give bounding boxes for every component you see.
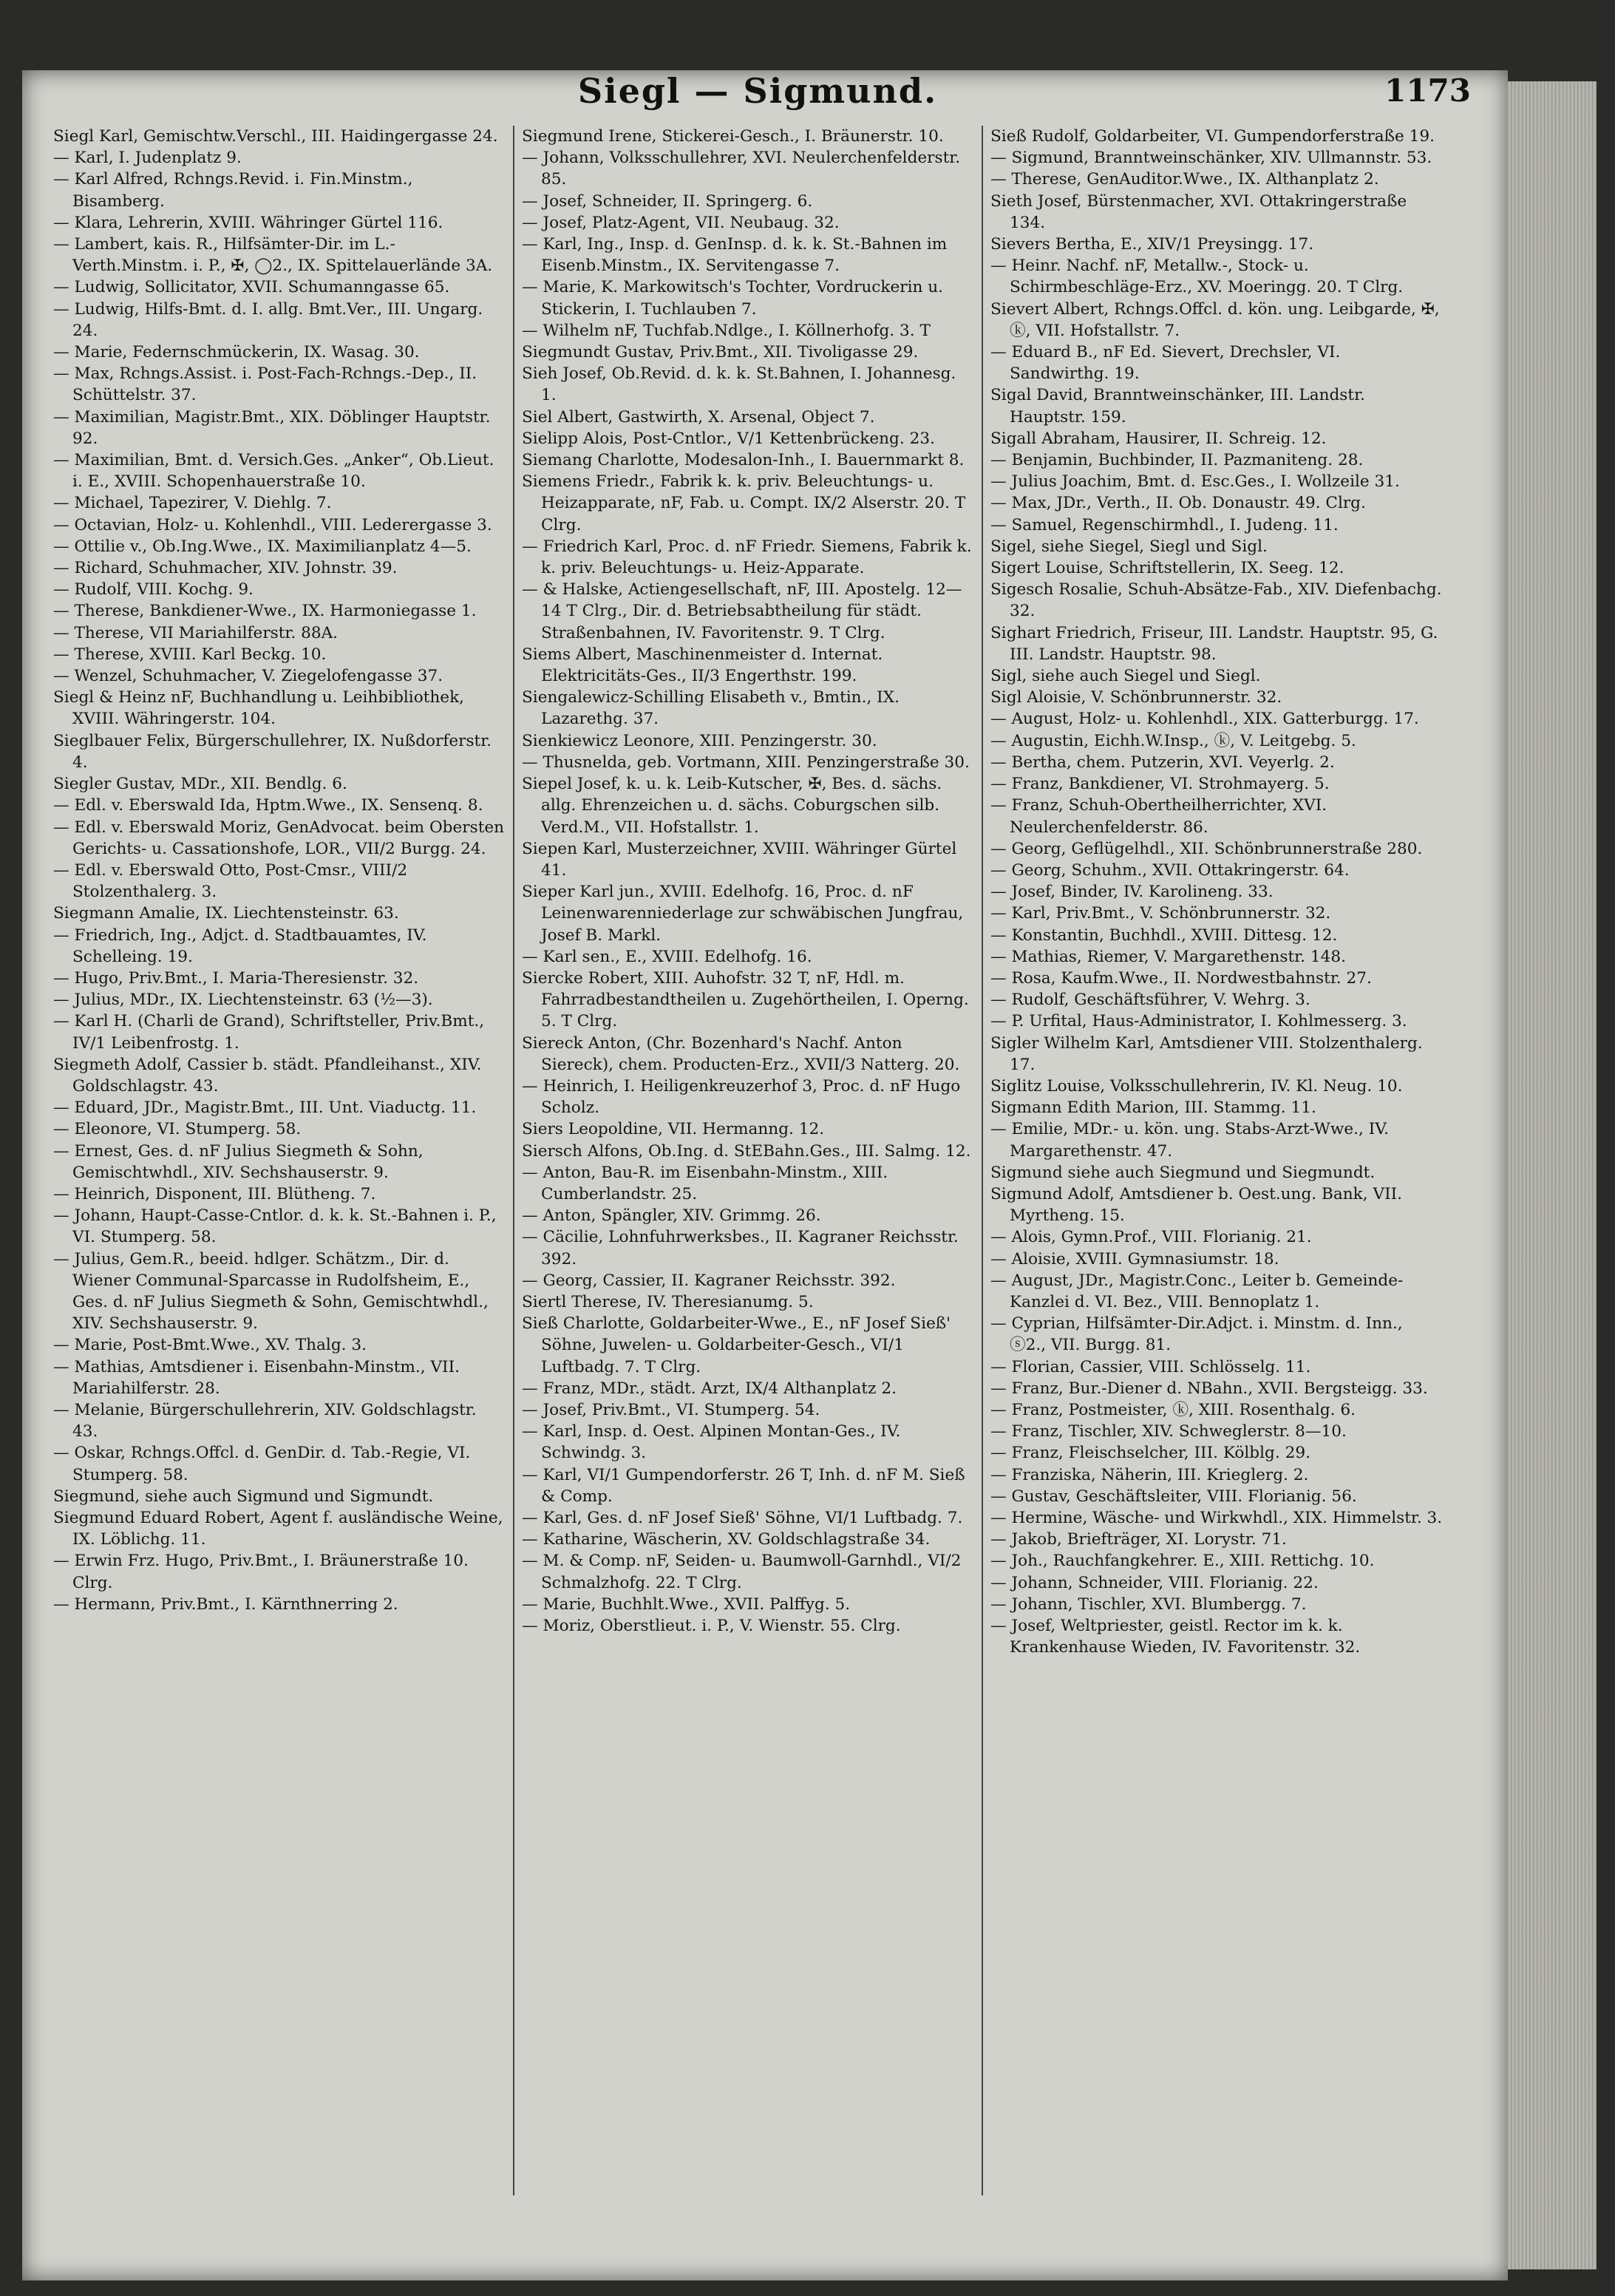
directory-entry: — Anton, Bau-R. im Eisenbahn-Minstm., XIII. Cumberlandstr. 25. <box>522 1163 888 1203</box>
directory-entry: Siereck Anton, (Chr. Bozenhard's Nachf. Anton Siereck), chem. Producten-Erz., XVII/3 Natterg. 20. <box>522 1033 960 1074</box>
directory-entry: Sigel, siehe Siegel, Siegl und Sigl. <box>990 537 1268 556</box>
directory-entry: — Karl, Ges. d. nF Josef Sieß' Söhne, VI/1 Luftbadg. 7. <box>522 1509 963 1527</box>
directory-entry: — Aloisie, XVIII. Gymnasiumstr. 18. <box>990 1249 1279 1268</box>
directory-entry: — Joh., Rauchfangkehrer. E., XIII. Rettichg. 10. <box>990 1552 1375 1571</box>
page-edge <box>1508 81 1597 2269</box>
directory-entry: — Franz, Bankdiener, VI. Strohmayerg. 5. <box>990 775 1330 794</box>
directory-entry: — Max, JDr., Verth., II. Ob. Donaustr. 49. Clrg. <box>990 494 1366 513</box>
directory-entry: — Cyprian, Hilfsämter-Dir.Adjct. i. Minstm. d. Inn., ⓢ2., VII. Burgg. 81. <box>990 1314 1403 1355</box>
directory-entry: — Marie, Federnschmückerin, IX. Wasag. 30. <box>53 343 420 362</box>
directory-entry: Sigmann Edith Marion, III. Stammg. 11. <box>990 1098 1316 1118</box>
directory-entry: — Julius Joachim, Bmt. d. Esc.Ges., I. Wollzeile 31. <box>990 472 1400 492</box>
directory-entry: — Oskar, Rchngs.Offcl. d. GenDir. d. Tab.-Regie, VI. Stumperg. 58. <box>53 1444 471 1484</box>
directory-entry: — Eduard B., nF Ed. Sievert, Drechsler, VI. Sandwirthg. 19. <box>990 343 1341 384</box>
directory-entry: — Heinr. Nachf. nF, Metallw.-, Stock- u. Schirmbeschläge-Erz., XV. Moeringg. 20. T Clrg. <box>990 257 1404 297</box>
directory-entry: — Franz, MDr., städt. Arzt, IX/4 Althanplatz 2. <box>522 1379 897 1398</box>
directory-entry: — Ottilie v., Ob.Ing.Wwe., IX. Maximilianplatz 4—5. <box>53 537 472 556</box>
directory-entry: — Karl, Ing., Insp. d. GenInsp. d. k. k. St.-Bahnen im Eisenb.Minstm., IX. Servitengasse 7. <box>522 235 948 276</box>
directory-entry: — Wenzel, Schuhmacher, V. Ziegelofengasse 37. <box>53 667 443 686</box>
directory-entry: — Karl, Priv.Bmt., V. Schönbrunnerstr. 32. <box>990 904 1331 923</box>
directory-entry: — August, Holz- u. Kohlenhdl., XIX. Gatterburgg. 17. <box>990 710 1419 729</box>
directory-entry: — Karl, I. Judenplatz 9. <box>53 149 242 168</box>
directory-entry: — Franz, Bur.-Diener d. NBahn., XVII. Bergsteigg. 33. <box>990 1379 1428 1398</box>
directory-entry: — Hermann, Priv.Bmt., I. Kärnthnerring 2. <box>53 1594 398 1614</box>
directory-entry: — Florian, Cassier, VIII. Schlösselg. 11. <box>990 1357 1311 1376</box>
directory-entry: — Marie, Post-Bmt.Wwe., XV. Thalg. 3. <box>53 1336 367 1355</box>
directory-entry: — Franz, Tischler, XIV. Schweglerstr. 8—10. <box>990 1422 1347 1441</box>
directory-entry: — Ludwig, Hilfs-Bmt. d. I. allg. Bmt.Ver., III. Ungarg. 24. <box>53 299 483 340</box>
directory-entry: — Julius, Gem.R., beeid. hdlger. Schätzm., Dir. d. Wiener Communal-Sparcasse in Rudolfsheim, E., Ges. d. nF Julius Siegmeth & Sohn, Gemischtwhdl., XIV. Sechshauserstr. 9. <box>53 1249 489 1334</box>
directory-entry: — Georg, Schuhm., XVII. Ottakringerstr. 64. <box>990 860 1350 880</box>
directory-entry: Sigmund Adolf, Amtsdiener b. Oest.ung. Bank, VII. Myrtheng. 15. <box>990 1184 1402 1226</box>
directory-entry: — Benjamin, Buchbinder, II. Pazmaniteng. 28. <box>990 451 1364 470</box>
directory-entry: — Lambert, kais. R., Hilfsämter-Dir. im L.-Verth.Minstm. i. P., ✠, ◯2., IX. Spittelauerlände 3A. <box>53 235 493 276</box>
directory-entry: — Eduard, JDr., Magistr.Bmt., III. Unt. Viaductg. 11. <box>53 1098 477 1118</box>
directory-entry: — Therese, Bankdiener-Wwe., IX. Harmoniegasse 1. <box>53 602 477 621</box>
directory-entry: — Johann, Volksschullehrer, XVI. Neulerchenfelderstr. 85. <box>522 149 961 189</box>
directory-entry: — Erwin Frz. Hugo, Priv.Bmt., I. Bräunerstraße 10. Clrg. <box>53 1552 469 1592</box>
directory-entry: — Katharine, Wäscherin, XV. Goldschlagstraße 34. <box>522 1530 931 1549</box>
directory-entry: — Heinrich, Disponent, III. Blütheng. 7. <box>53 1184 376 1203</box>
directory-entry: Siems Albert, Maschinenmeister d. Internat. Elektricitäts-Ges., II/3 Engerthstr. 199. <box>522 645 883 686</box>
directory-entry: — Karl H. (Charli de Grand), Schriftsteller, Priv.Bmt., IV/1 Leibenfrostg. 1. <box>53 1012 485 1053</box>
column-left <box>46 126 514 2195</box>
column-middle <box>514 126 983 2195</box>
directory-entry: Sievert Albert, Rchngs.Offcl. d. kön. ung. Leibgarde, ✠, ⓚ, VII. Hofstallstr. 7. <box>990 299 1440 340</box>
directory-entry: — Therese, VII Mariahilferstr. 88A. <box>53 623 339 642</box>
directory-entry: — Karl Alfred, Rchngs.Revid. i. Fin.Minstm., Bisamberg. <box>53 170 413 211</box>
directory-entry: — Klara, Lehrerin, XVIII. Währinger Gürtel 116. <box>53 213 443 232</box>
directory-entry: — Hermine, Wäsche- und Wirkwhdl., XIX. Himmelstr. 3. <box>990 1509 1443 1527</box>
directory-columns <box>46 126 1450 2195</box>
directory-entry: — Samuel, Regenschirmhdl., I. Judeng. 11. <box>990 515 1339 534</box>
directory-entry: Siers Leopoldine, VII. Hermanng. 12. <box>522 1120 825 1139</box>
directory-entry: Siegmeth Adolf, Cassier b. städt. Pfandleihanst., XIV. Goldschlagstr. 43. <box>53 1055 482 1096</box>
directory-entry: — Edl. v. Eberswald Ida, Hptm.Wwe., IX. Sensenq. 8. <box>53 796 483 815</box>
directory-entry: — Josef, Binder, IV. Karolineng. 33. <box>990 883 1274 902</box>
directory-entry: Siegler Gustav, MDr., XII. Bendlg. 6. <box>53 775 347 794</box>
directory-entry: Siegmund Irene, Stickerei-Gesch., I. Bräunerstr. 10. <box>522 127 944 146</box>
directory-entry: Sigesch Rosalie, Schuh-Absätze-Fab., XIV. Diefenbachg. 32. <box>990 580 1442 621</box>
directory-entry: — August, JDr., Magistr.Conc., Leiter b. Gemeinde-Kanzlei d. VI. Bez., VIII. Bennoplatz 1. <box>990 1271 1404 1311</box>
directory-entry: Siertl Therese, IV. Theresianumg. 5. <box>522 1292 814 1311</box>
directory-entry: — Marie, Buchhlt.Wwe., XVII. Palffyg. 5. <box>522 1594 851 1614</box>
directory-entry: — Franz, Schuh-Obertheilherrichter, XVI. Neulerchenfelderstr. 86. <box>990 796 1327 837</box>
directory-entry: — Michael, Tapezirer, V. Diehlg. 7. <box>53 494 332 513</box>
directory-entry: — Edl. v. Eberswald Otto, Post-Cmsr., VIII/2 Stolzenthalerg. 3. <box>53 860 408 902</box>
directory-entry: Sieglbauer Felix, Bürgerschullehrer, IX. Nußdorferstr. 4. <box>53 731 492 772</box>
directory-entry: — P. Urfital, Haus-Administrator, I. Kohlmesserg. 3. <box>990 1012 1407 1031</box>
directory-entry: — Eleonore, VI. Stumperg. 58. <box>53 1120 302 1139</box>
directory-entry: Siegmund, siehe auch Sigmund und Sigmundt. <box>53 1487 434 1506</box>
directory-entry: — Johann, Schneider, VIII. Florianig. 22. <box>990 1573 1319 1592</box>
directory-entry: — Octavian, Holz- u. Kohlenhdl., VIII. Lederergasse 3. <box>53 515 492 534</box>
directory-entry: Siepel Josef, k. u. k. Leib-Kutscher, ✠, Bes. d. sächs. allg. Ehrenzeichen u. d. sächs. Coburgschen silb. Verd.M., VII. Hofstallstr. 1. <box>522 775 942 837</box>
directory-entry: — Karl sen., E., XVIII. Edelhofg. 16. <box>522 947 812 966</box>
directory-entry: Siercke Robert, XIII. Auhofstr. 32 T, nF, Hdl. m. Fahrradbestandtheilen u. Zugehörtheilen, I. Operng. 5. T Clrg. <box>522 968 969 1031</box>
directory-entry: — Max, Rchngs.Assist. i. Post-Fach-Rchngs.-Dep., II. Schüttelstr. 37. <box>53 364 477 405</box>
directory-entry: Sienkiewicz Leonore, XIII. Penzingerstr. 30. <box>522 731 877 750</box>
directory-entry: Sigall Abraham, Hausirer, II. Schreig. 12. <box>990 429 1327 448</box>
directory-entry: — Wilhelm nF, Tuchfab.Ndlge., I. Köllnerhofg. 3. T <box>522 321 931 340</box>
directory-entry: — Josef, Priv.Bmt., VI. Stumperg. 54. <box>522 1400 820 1419</box>
directory-entry: Siegmund Eduard Robert, Agent f. ausländische Weine, IX. Löblichg. 11. <box>53 1509 503 1549</box>
directory-entry: — Edl. v. Eberswald Moriz, GenAdvocat. beim Obersten Gerichts- u. Cassationshofe, LOR., VII/2 Burgg. 24. <box>53 818 505 858</box>
directory-entry: Sieth Josef, Bürstenmacher, XVI. Ottakringerstraße 134. <box>990 191 1407 232</box>
directory-entry: — Thusnelda, geb. Vortmann, XIII. Penzingerstraße 30. <box>522 753 970 772</box>
directory-entry: — Georg, Geflügelhdl., XII. Schönbrunnerstraße 280. <box>990 839 1423 858</box>
directory-entry: — Maximilian, Bmt. d. Versich.Ges. „Anker“, Ob.Lieut. i. E., XVIII. Schopenhauerstraße 10. <box>53 451 494 492</box>
directory-entry: — Melanie, Bürgerschullehrerin, XIV. Goldschlagstr. 43. <box>53 1400 477 1441</box>
directory-entry: — Friedrich, Ing., Adjct. d. Stadtbauamtes, IV. Schelleing. 19. <box>53 925 427 966</box>
directory-entry: — Julius, MDr., IX. Liechtensteinstr. 63 (½—3). <box>53 991 433 1010</box>
directory-entry: Siglitz Louise, Volksschullehrerin, IV. Kl. Neug. 10. <box>990 1076 1403 1096</box>
directory-entry: Siegmundt Gustav, Priv.Bmt., XII. Tivoligasse 29. <box>522 343 919 362</box>
directory-entry: Siegl & Heinz nF, Buchhandlung u. Leihbibliothek, XVIII. Währingerstr. 104. <box>53 688 465 729</box>
directory-entry: Siegl Karl, Gemischtw.Verschl., III. Haidingergasse 24. <box>53 127 498 146</box>
directory-entry: Sigler Wilhelm Karl, Amtsdiener VIII. Stolzenthalerg. 17. <box>990 1033 1423 1074</box>
directory-entry: Sigmund siehe auch Siegmund und Siegmundt. <box>990 1163 1376 1182</box>
directory-entry: — Richard, Schuhmacher, XIV. Johnstr. 39. <box>53 559 398 578</box>
directory-entry: — Marie, K. Markowitsch's Tochter, Vordruckerin u. Stickerin, I. Tuchlauben 7. <box>522 278 944 319</box>
page-header <box>37 65 1478 124</box>
directory-entry: Sigl Aloisie, V. Schönbrunnerstr. 32. <box>990 688 1282 707</box>
directory-entry: — Karl, Insp. d. Oest. Alpinen Montan-Ges., IV. Schwindg. 3. <box>522 1422 901 1463</box>
directory-entry: Sigl, siehe auch Siegel und Siegl. <box>990 667 1261 686</box>
directory-entry: — Hugo, Priv.Bmt., I. Maria-Theresienstr. 32. <box>53 968 419 988</box>
directory-entry: — Josef, Schneider, II. Springerg. 6. <box>522 191 813 211</box>
directory-entry: Siersch Alfons, Ob.Ing. d. StEBahn.Ges., III. Salmg. 12. <box>522 1141 971 1161</box>
directory-entry: — Franziska, Näherin, III. Krieglerg. 2. <box>990 1465 1309 1484</box>
directory-entry: — Franz, Postmeister, ⓚ, XIII. Rosenthalg. 6. <box>990 1400 1356 1419</box>
directory-entry: Siegmann Amalie, IX. Liechtensteinstr. 63. <box>53 904 399 923</box>
directory-entry: — Therese, XVIII. Karl Beckg. 10. <box>53 645 327 664</box>
directory-entry: — Franz, Fleischselcher, III. Kölblg. 29. <box>990 1444 1310 1463</box>
directory-entry: — Johann, Tischler, XVI. Blumbergg. 7. <box>990 1594 1307 1614</box>
directory-entry: Sievers Bertha, E., XIV/1 Preysingg. 17. <box>990 235 1314 254</box>
directory-entry: Sigert Louise, Schriftstellerin, IX. Seeg. 12. <box>990 559 1344 578</box>
directory-entry: — Rudolf, Geschäftsführer, V. Wehrg. 3. <box>990 991 1310 1010</box>
directory-entry: — Friedrich Karl, Proc. d. nF Friedr. Siemens, Fabrik k. k. priv. Beleuchtungs- u. Heiz-Apparate. <box>522 537 972 578</box>
directory-entry: Siepen Karl, Musterzeichner, XVIII. Währinger Gürtel 41. <box>522 839 957 880</box>
directory-entry: — M. & Comp. nF, Seiden- u. Baumwoll-Garnhdl., VI/2 Schmalzhofg. 22. T Clrg. <box>522 1552 962 1592</box>
directory-entry: — & Halske, Actiengesellschaft, nF, III. Apostelg. 12—14 T Clrg., Dir. d. Betriebsabtheilung für städt. Straßenbahnen, IV. Favoritenstr. 9. T Clrg. <box>522 580 962 642</box>
directory-entry: Sieß Charlotte, Goldarbeiter-Wwe., E., nF Josef Sieß' Söhne, Juwelen- u. Goldarbeiter-Gesch., VI/1 Luftbadg. 7. T Clrg. <box>522 1314 951 1376</box>
directory-entry: — Rosa, Kaufm.Wwe., II. Nordwestbahnstr. 27. <box>990 968 1372 988</box>
directory-entry: — Josef, Platz-Agent, VII. Neubaug. 32. <box>522 213 840 232</box>
directory-entry: Siemens Friedr., Fabrik k. k. priv. Beleuchtungs- u. Heizapparate, nF, Fab. u. Compt. IX/2 Alserstr. 20. T Clrg. <box>522 472 966 534</box>
directory-entry: Sieper Karl jun., XVIII. Edelhofg. 16, Proc. d. nF Leinenwarenniederlage zur schwäbischen Jungfrau, Josef B. Markl. <box>522 883 964 945</box>
directory-entry: Sieh Josef, Ob.Revid. d. k. k. St.Bahnen, I. Johannesg. 1. <box>522 364 956 405</box>
directory-entry: — Maximilian, Magistr.Bmt., XIX. Döblinger Hauptstr. 92. <box>53 407 491 448</box>
directory-entry: — Ludwig, Sollicitator, XVII. Schumanngasse 65. <box>53 278 450 297</box>
directory-entry: Sielipp Alois, Post-Cntlor., V/1 Kettenbrückeng. 23. <box>522 429 935 448</box>
directory-entry: — Rudolf, VIII. Kochg. 9. <box>53 580 254 600</box>
directory-entry: Siengalewicz-Schilling Elisabeth v., Bmtin., IX. Lazarethg. 37. <box>522 688 900 729</box>
directory-entry: Siemang Charlotte, Modesalon-Inh., I. Bauernmarkt 8. <box>522 451 965 470</box>
column-right <box>983 126 1450 2195</box>
directory-entry: — Georg, Cassier, II. Kagraner Reichsstr. 392. <box>522 1271 896 1290</box>
directory-entry: — Bertha, chem. Putzerin, XVI. Veyerlg. 2. <box>990 753 1335 772</box>
directory-entry: — Cäcilie, Lohnfuhrwerksbes., II. Kagraner Reichsstr. 392. <box>522 1228 959 1268</box>
directory-entry: — Augustin, Eichh.W.Insp., ⓚ, V. Leitgebg. 5. <box>990 731 1356 750</box>
directory-entry: — Therese, GenAuditor.Wwe., IX. Althanplatz 2. <box>990 170 1379 189</box>
directory-entry: — Johann, Haupt-Casse-Cntlor. d. k. k. St.-Bahnen i. P., VI. Stumperg. 58. <box>53 1206 497 1247</box>
directory-entry: — Moriz, Oberstlieut. i. P., V. Wienstr. 55. Clrg. <box>522 1617 901 1636</box>
page-number: 1173 <box>1384 72 1471 109</box>
directory-entry: Sigal David, Branntweinschänker, III. Landstr. Hauptstr. 159. <box>990 386 1365 427</box>
directory-entry: — Alois, Gymn.Prof., VIII. Florianig. 21. <box>990 1228 1312 1247</box>
directory-entry: — Karl, VI/1 Gumpendorferstr. 26 T, Inh. d. nF M. Sieß & Comp. <box>522 1465 965 1506</box>
directory-entry: Sieß Rudolf, Goldarbeiter, VI. Gumpendorferstraße 19. <box>990 127 1435 146</box>
directory-entry: Siel Albert, Gastwirth, X. Arsenal, Object 7. <box>522 407 875 427</box>
directory-entry: — Sigmund, Branntweinschänker, XIV. Ullmannstr. 53. <box>990 149 1432 168</box>
directory-entry: — Konstantin, Buchhdl., XVIII. Dittesg. 12. <box>990 925 1338 945</box>
directory-entry: — Jakob, Briefträger, XI. Lorystr. 71. <box>990 1530 1287 1549</box>
directory-entry: — Heinrich, I. Heiligenkreuzerhof 3, Proc. d. nF Hugo Scholz. <box>522 1076 961 1118</box>
directory-entry: — Emilie, MDr.- u. kön. ung. Stabs-Arzt-Wwe., IV. Margarethenstr. 47. <box>990 1120 1389 1161</box>
directory-entry: — Anton, Spängler, XIV. Grimmg. 26. <box>522 1206 821 1226</box>
running-title: Siegl — Sigmund. <box>577 71 938 111</box>
directory-entry: — Josef, Weltpriester, geistl. Rector im k. k. Krankenhause Wieden, IV. Favoritenstr. 32. <box>990 1617 1361 1657</box>
directory-entry: Sighart Friedrich, Friseur, III. Landstr. Hauptstr. 95, G. III. Landstr. Hauptstr. 98. <box>990 623 1438 664</box>
directory-entry: — Mathias, Amtsdiener i. Eisenbahn-Minstm., VII. Mariahilferstr. 28. <box>53 1357 460 1398</box>
directory-entry: — Ernest, Ges. d. nF Julius Siegmeth & Sohn, Gemischtwhdl., XIV. Sechshauserstr. 9. <box>53 1141 424 1182</box>
directory-entry: — Gustav, Geschäftsleiter, VIII. Florianig. 56. <box>990 1487 1357 1506</box>
directory-entry: — Mathias, Riemer, V. Margarethenstr. 148. <box>990 947 1346 966</box>
